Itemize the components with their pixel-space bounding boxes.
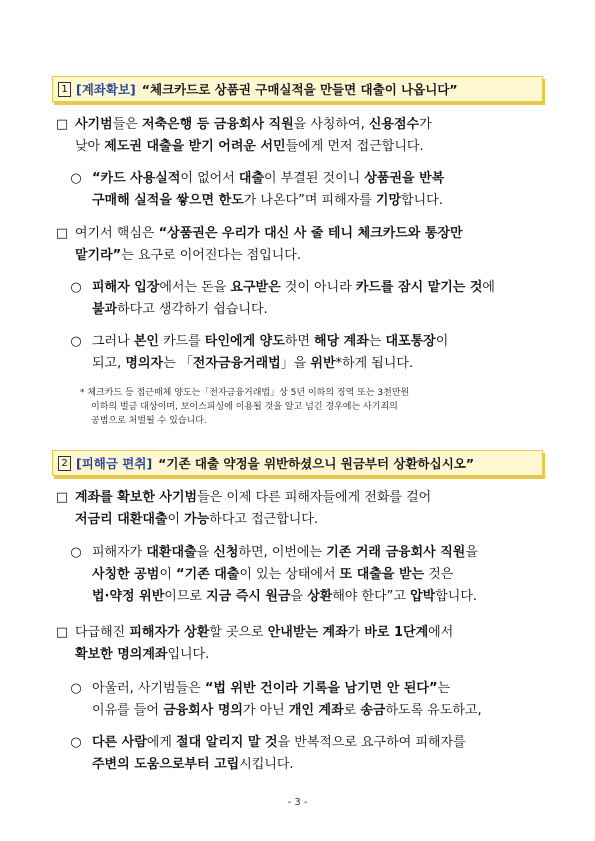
- footnote-line: 공범으로 처벌될 수 있습니다.: [91, 416, 207, 426]
- paragraph: [68, 331, 448, 375]
- page-number: - 3 -: [287, 797, 308, 808]
- text-run: 하도록 유도하고,: [385, 703, 482, 718]
- paragraph: [68, 168, 444, 212]
- paragraph-line: [68, 542, 478, 564]
- text-run: 이 있는 상태에서: [239, 567, 340, 582]
- paragraph-line: [68, 299, 495, 321]
- paragraph-line: [54, 487, 431, 509]
- section-header-2: [52, 450, 543, 476]
- text-run: 합니다.: [435, 589, 478, 604]
- footnote-line: * 체크카드 등 접근매체 양도는「전자금융거래법」상 5년 이하의 징역 또는 3천만원: [80, 388, 410, 398]
- text-run: 아울러, 사기범들은: [92, 681, 205, 696]
- circle-bullet-icon: ○: [70, 334, 82, 349]
- text-run: 하다고 접근합니다.: [209, 512, 318, 527]
- text-run: 다급해진: [75, 625, 130, 640]
- text-run: 신청: [213, 545, 239, 560]
- text-run: 맡기라”: [75, 248, 122, 263]
- text-run: 피해자가: [92, 545, 147, 560]
- text-run: 주변의 도움으로부터 고립: [92, 757, 240, 772]
- text-run: 대포통장: [385, 334, 436, 349]
- paragraph: [54, 114, 432, 158]
- text-run: 하면: [284, 334, 315, 349]
- text-run: 하다고 생각하기 쉽습니다.: [117, 302, 268, 317]
- text-run: 기존 거래 금융회사 직원: [326, 545, 466, 560]
- paragraph: [68, 732, 466, 776]
- square-bullet-icon: □: [55, 226, 69, 241]
- text-run: 을: [290, 589, 308, 604]
- text-run: 가능: [184, 512, 210, 527]
- paragraph-line: [68, 700, 482, 722]
- text-run: 개인 계좌: [288, 703, 344, 718]
- paragraph-line: [68, 331, 448, 353]
- circle-bullet-icon: ○: [70, 280, 82, 295]
- text-run: 상품권을 반복: [364, 171, 445, 186]
- paragraph-line: [54, 223, 463, 245]
- text-run: 것은: [424, 567, 454, 582]
- section-number: 2: [58, 456, 71, 471]
- text-run: 절대 알리지 말 것: [176, 735, 278, 750]
- text-run: 이 부결된 것이니: [264, 171, 365, 186]
- text-run: 이므로: [164, 589, 207, 604]
- text-run: 는 「: [163, 356, 193, 371]
- text-run: 저금리 대환대출: [75, 512, 168, 527]
- paragraph-line: [54, 136, 432, 158]
- paragraph-line: [68, 564, 478, 586]
- text-run: 해야 한다”고: [332, 589, 411, 604]
- circle-bullet-icon: ○: [70, 545, 82, 560]
- text-run: “기존 대출: [176, 567, 240, 582]
- text-run: 사칭한 공범: [92, 567, 160, 582]
- paragraph-line: [68, 754, 466, 776]
- text-run: 전자금융거래법: [192, 356, 281, 371]
- text-run: 타인에게 양도: [204, 334, 285, 349]
- text-run: 에: [482, 280, 495, 295]
- text-run: 시킵니다.: [239, 757, 294, 772]
- text-run: 는: [368, 334, 386, 349]
- paragraph-line: [54, 509, 431, 531]
- paragraph-line: [54, 644, 453, 666]
- text-run: “상품권은 우리가 대신 사 줄 테니 체크카드와 통장만: [158, 226, 463, 241]
- text-run: 여기서 핵심은: [75, 226, 159, 241]
- paragraph: [68, 542, 478, 608]
- circle-bullet-icon: ○: [70, 171, 82, 186]
- text-run: 가: [347, 625, 365, 640]
- text-run: 안내받는 계좌: [267, 625, 348, 640]
- text-run: 이: [159, 567, 177, 582]
- paragraph: [68, 277, 495, 321]
- text-run: 는: [437, 681, 451, 696]
- square-bullet-icon: □: [55, 490, 69, 505]
- text-run: 할 곳으로: [209, 625, 268, 640]
- paragraph: [54, 622, 453, 666]
- text-run: 송금: [360, 703, 386, 718]
- paragraph-line: [54, 245, 463, 267]
- text-run: 」을: [280, 356, 311, 371]
- text-run: 이: [435, 334, 449, 349]
- square-bullet-icon: □: [55, 117, 69, 132]
- text-run: 기망: [375, 193, 402, 208]
- paragraph-line: [68, 190, 444, 212]
- text-run: 되고,: [92, 356, 126, 371]
- text-run: 이 없어서: [180, 171, 239, 186]
- square-bullet-icon: □: [55, 625, 69, 640]
- text-run: 에서는 돈을: [159, 280, 231, 295]
- text-run: 금융회사 명의: [163, 703, 243, 718]
- text-run: 불과: [92, 302, 118, 317]
- text-run: 에서: [428, 625, 454, 640]
- text-run: 압박: [410, 589, 436, 604]
- paragraph-line: [54, 114, 432, 136]
- text-run: 합니다.: [401, 193, 443, 208]
- circle-bullet-icon: ○: [70, 735, 82, 750]
- text-run: 그러나: [92, 334, 134, 349]
- text-run: 명의자: [125, 356, 164, 371]
- text-run: 또 대출을 받는: [339, 567, 425, 582]
- text-run: 을 반복적으로 요구하여 피해자를: [277, 735, 466, 750]
- section-header-1: [52, 76, 543, 102]
- section-title: “기존 대출 약정을 위반하셨으니 원금부터 상환하십시오”: [158, 456, 475, 471]
- paragraph: [68, 678, 482, 722]
- paragraph-line: [54, 622, 453, 644]
- text-run: 한도: [218, 193, 244, 208]
- text-run: 것이 아니라: [280, 280, 356, 295]
- text-run: 확보한 명의계좌: [75, 647, 168, 662]
- text-run: 들은: [112, 117, 142, 132]
- text-run: 위반: [310, 356, 336, 371]
- text-run: 저축은행 등 금융회사 직원: [141, 117, 294, 132]
- text-run: 는 요구로 이어진다는 점입니다.: [121, 248, 302, 263]
- text-run: 카드를 잠시 맡기는 것: [355, 280, 483, 295]
- section-title: “체크카드로 상품권 구매실적을 만들면 대출이 나옵니다”: [141, 82, 458, 97]
- text-run: “카드 사용실적: [92, 171, 181, 186]
- text-run: 카드를: [158, 334, 205, 349]
- paragraph-line: [68, 678, 482, 700]
- paragraph-line: [68, 168, 444, 190]
- text-run: 구매해 실적을 쌓으면: [92, 193, 219, 208]
- footnote-line: 이하의 벌금 대상이며, 보이스피싱에 이용될 것을 알고 넘긴 경우에는 사기죄의: [91, 402, 398, 412]
- text-run: 을: [465, 545, 478, 560]
- paragraph-line: [68, 353, 448, 375]
- text-run: 하면, 이번에는: [238, 545, 327, 560]
- circle-bullet-icon: ○: [70, 681, 82, 696]
- text-run: 제도권 대출을 받기 어려운 서민: [104, 139, 286, 154]
- text-run: 가 나온다”며 피해자를: [243, 193, 376, 208]
- text-run: 낮아: [75, 139, 105, 154]
- text-run: 대환대출: [146, 545, 197, 560]
- text-run: 로: [343, 703, 361, 718]
- section-label: [피해금 편취]: [76, 456, 153, 471]
- text-run: *하게 됩니다.: [335, 356, 414, 371]
- section-label: [계좌확보]: [76, 82, 136, 97]
- section-number: 1: [58, 82, 71, 97]
- text-run: 지금 즉시 원금: [206, 589, 291, 604]
- text-run: 가 아닌: [242, 703, 289, 718]
- text-run: 피해자 입장: [92, 280, 160, 295]
- text-run: 들은 이제 다른 피해자들에게 전화를 걸어: [197, 490, 432, 505]
- text-run: 계좌를 확보한 사기범: [75, 490, 198, 505]
- paragraph: [54, 223, 463, 267]
- text-run: 입니다.: [167, 647, 210, 662]
- text-run: 을: [196, 545, 214, 560]
- text-run: 다른 사람: [92, 735, 147, 750]
- text-run: 가: [419, 117, 432, 132]
- text-run: 이유를 들어: [92, 703, 164, 718]
- text-run: 해당 계좌: [314, 334, 369, 349]
- footnote: [80, 386, 409, 428]
- text-run: 본인: [133, 334, 159, 349]
- paragraph-line: [68, 732, 466, 754]
- text-run: 들에게 먼저 접근합니다.: [285, 139, 424, 154]
- text-run: 을 사칭하여,: [293, 117, 369, 132]
- text-run: 요구받은: [230, 280, 281, 295]
- text-run: 신용점수: [368, 117, 420, 132]
- paragraph-line: [68, 277, 495, 299]
- text-run: 대출: [238, 171, 265, 186]
- paragraph-line: [68, 586, 478, 608]
- text-run: “법 위반 건이라 기록을 남기면 안 된다”: [204, 681, 438, 696]
- text-run: 피해자가 상환: [129, 625, 210, 640]
- text-run: 에게: [146, 735, 177, 750]
- text-run: 이: [167, 512, 185, 527]
- text-run: 상환: [307, 589, 333, 604]
- text-run: 사기범: [75, 117, 113, 132]
- text-run: 법·약정 위반: [92, 589, 165, 604]
- text-run: 바로 1단계: [364, 625, 429, 640]
- paragraph: [54, 487, 431, 531]
